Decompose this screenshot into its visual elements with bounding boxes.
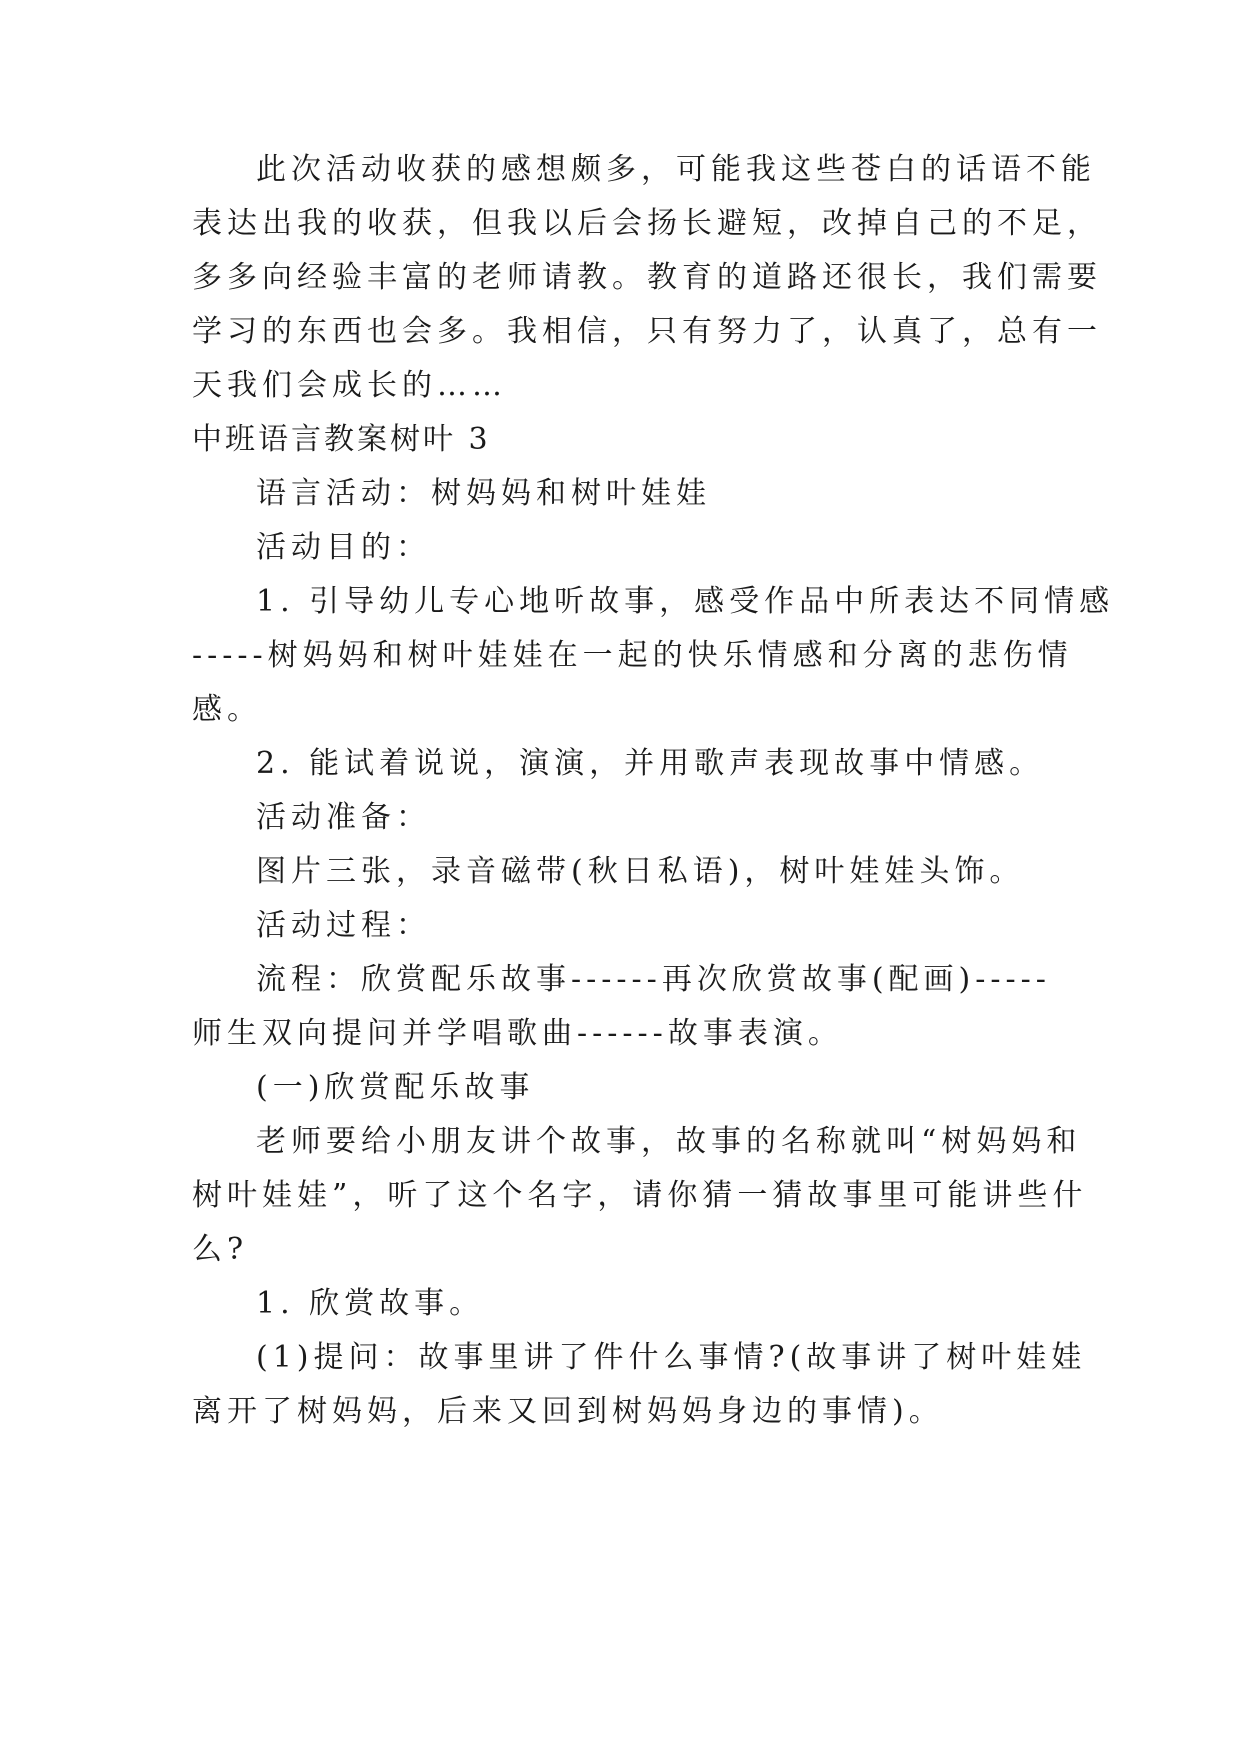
activity-title: 语言活动：树妈妈和树叶娃娃 xyxy=(256,476,711,511)
paragraph-line: 天我们会成长的…… xyxy=(192,368,507,403)
goal-line: 感。 xyxy=(192,692,262,727)
goals-label: 活动目的： xyxy=(256,530,431,565)
list-item: 1. 欣赏故事。 xyxy=(256,1286,485,1321)
paragraph-line: 老师要给小朋友讲个故事，故事的名称就叫“树妈妈和 xyxy=(256,1124,1082,1159)
paragraph-line: 么? xyxy=(192,1232,249,1267)
paragraph-line: 树叶娃娃”，听了这个名字，请你猜一猜故事里可能讲些什 xyxy=(192,1178,1088,1213)
flow-line: 流程：欣赏配乐故事------再次欣赏故事(配画)----- xyxy=(256,962,1051,997)
goal-line: 1. 引导幼儿专心地听故事，感受作品中所表达不同情感 xyxy=(256,584,1115,619)
step-title: (一)欣赏配乐故事 xyxy=(256,1070,535,1105)
paragraph-line: 表达出我的收获，但我以后会扬长避短，改掉自己的不足， xyxy=(192,206,1102,241)
prep-text: 图片三张，录音磁带(秋日私语)，树叶娃娃头饰。 xyxy=(256,854,1025,889)
goal-line: -----树妈妈和树叶娃娃在一起的快乐情感和分离的悲伤情 xyxy=(192,638,1073,673)
goal-line: 2. 能试着说说，演演，并用歌声表现故事中情感。 xyxy=(256,746,1045,781)
flow-line: 师生双向提问并学唱歌曲------故事表演。 xyxy=(192,1016,843,1051)
prep-label: 活动准备： xyxy=(256,800,431,835)
section-title: 中班语言教案树叶 3 xyxy=(192,422,491,457)
paragraph-line: 此次活动收获的感想颇多，可能我这些苍白的话语不能 xyxy=(256,152,1096,187)
paragraph-line: (1)提问：故事里讲了件什么事情?(故事讲了树叶娃娃 xyxy=(256,1340,1087,1375)
paragraph-line: 多多向经验丰富的老师请教。教育的道路还很长，我们需要 xyxy=(192,260,1102,295)
paragraph-line: 学习的东西也会多。我相信，只有努力了，认真了，总有一 xyxy=(192,314,1102,349)
paragraph-line: 离开了树妈妈，后来又回到树妈妈身边的事情)。 xyxy=(192,1394,944,1429)
process-label: 活动过程： xyxy=(256,908,431,943)
